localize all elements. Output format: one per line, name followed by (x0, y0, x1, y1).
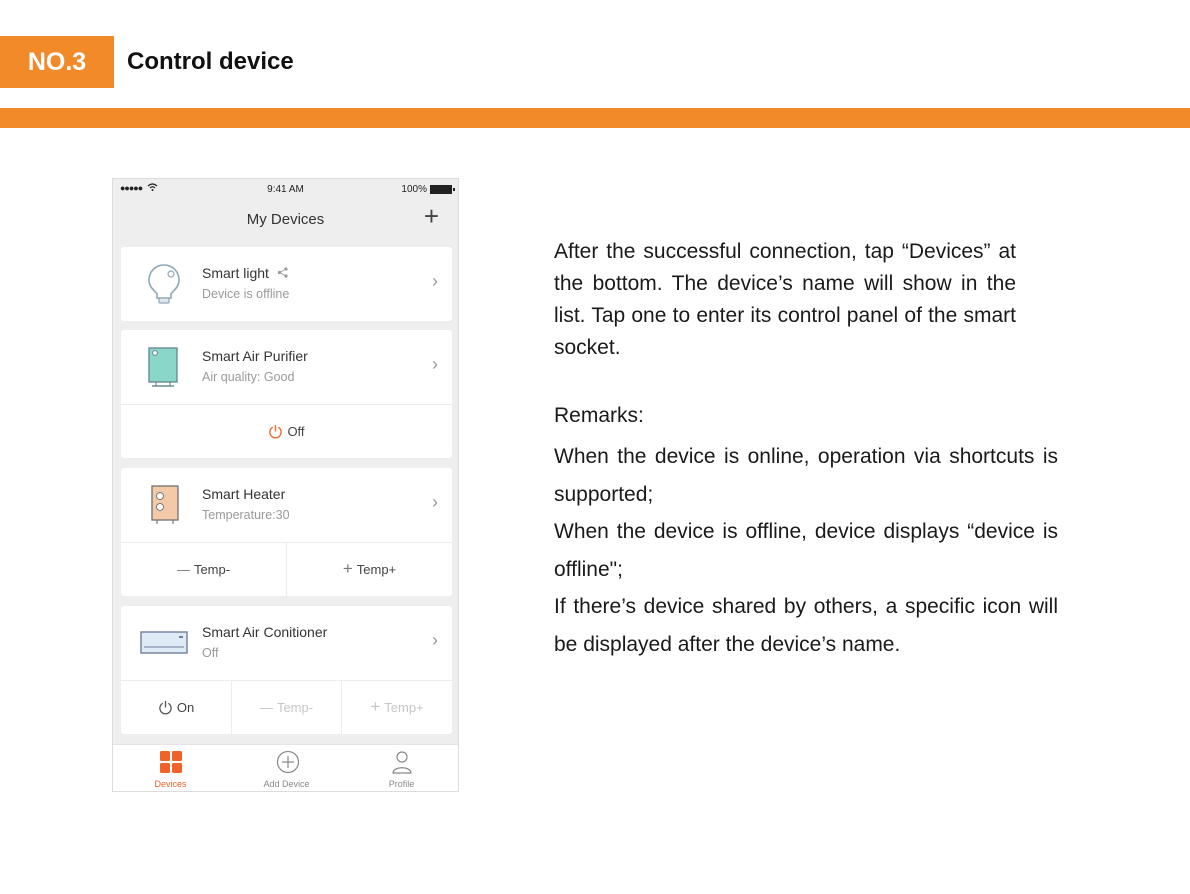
power-icon (158, 700, 173, 715)
chevron-right-icon: › (432, 492, 438, 512)
add-circle-icon (276, 750, 300, 774)
shared-device-icon (277, 267, 289, 278)
device-status: Device is offline (202, 287, 290, 301)
remark-item: If there’s device shared by others, a specific icon will be displayed after the device’s name. (554, 595, 1058, 656)
device-card-smart-heater[interactable] (121, 468, 452, 596)
section-title: Control device (127, 48, 294, 75)
bottom-tab-bar (113, 744, 458, 791)
remark-item: When the device is offline, device displays “device is offline"; (554, 520, 1058, 581)
device-status: Off (202, 646, 219, 660)
battery-icon (430, 185, 452, 194)
remarks-section (554, 400, 1058, 663)
bulb-icon (147, 263, 181, 305)
chevron-right-icon: › (432, 630, 438, 650)
tab-add-device[interactable] (229, 745, 344, 791)
temp-down-button[interactable]: — Temp- (259, 699, 314, 715)
heater-icon (149, 484, 181, 526)
device-name: Smart light (202, 265, 289, 281)
temp-down-button[interactable]: — Temp- (176, 561, 231, 577)
temp-up-button[interactable]: + Temp+ (342, 559, 397, 578)
plus-icon: + (342, 559, 353, 578)
instruction-paragraph: After the successful connection, tap “Devices” at the bottom. The device’s name will show in the list. Tap one to enter its control panel of the smart socket. (554, 240, 1016, 359)
screen-title: My Devices (246, 211, 325, 228)
temp-up-button[interactable]: + Temp+ (370, 697, 424, 716)
person-icon (391, 750, 413, 774)
header-divider-bar (0, 108, 1190, 128)
signal-indicator: ●●●●● (120, 183, 158, 193)
nav-bar (113, 201, 458, 241)
section-number-badge: NO.3 (0, 36, 114, 88)
chevron-right-icon: › (432, 271, 438, 291)
tab-profile[interactable] (344, 745, 459, 791)
minus-icon: — (259, 699, 273, 715)
tab-label: Add Device (263, 779, 310, 789)
power-icon (268, 424, 283, 439)
tab-devices[interactable] (113, 745, 228, 791)
device-card-smart-light[interactable] (121, 247, 452, 321)
grid-icon (160, 751, 182, 773)
battery-indicator: 100% (401, 184, 452, 195)
purifier-icon (147, 346, 179, 388)
chevron-right-icon: › (432, 354, 438, 374)
device-status: Temperature:30 (202, 508, 290, 522)
power-on-button[interactable]: On (121, 680, 231, 734)
tab-label: Devices (154, 779, 187, 789)
status-time: 9:41 AM (267, 184, 304, 195)
device-status: Air quality: Good (202, 370, 295, 384)
phone-screenshot (112, 178, 459, 792)
device-name: Smart Heater (202, 486, 286, 502)
plus-icon: + (370, 697, 381, 716)
device-name: Smart Air Conitioner (202, 624, 328, 640)
device-card-smart-air-conditioner[interactable] (121, 606, 452, 734)
air-conditioner-icon (140, 630, 188, 656)
status-bar (113, 179, 458, 201)
remarks-heading: Remarks: (554, 404, 644, 427)
remark-item: When the device is online, operation via shortcuts is supported; (554, 445, 1058, 506)
power-off-button[interactable]: Off (121, 404, 452, 458)
device-name: Smart Air Purifier (202, 348, 308, 364)
tab-label: Profile (388, 779, 415, 789)
minus-icon: — (176, 561, 190, 577)
add-device-plus-button[interactable]: + (423, 201, 439, 231)
device-card-smart-air-purifier[interactable] (121, 330, 452, 458)
